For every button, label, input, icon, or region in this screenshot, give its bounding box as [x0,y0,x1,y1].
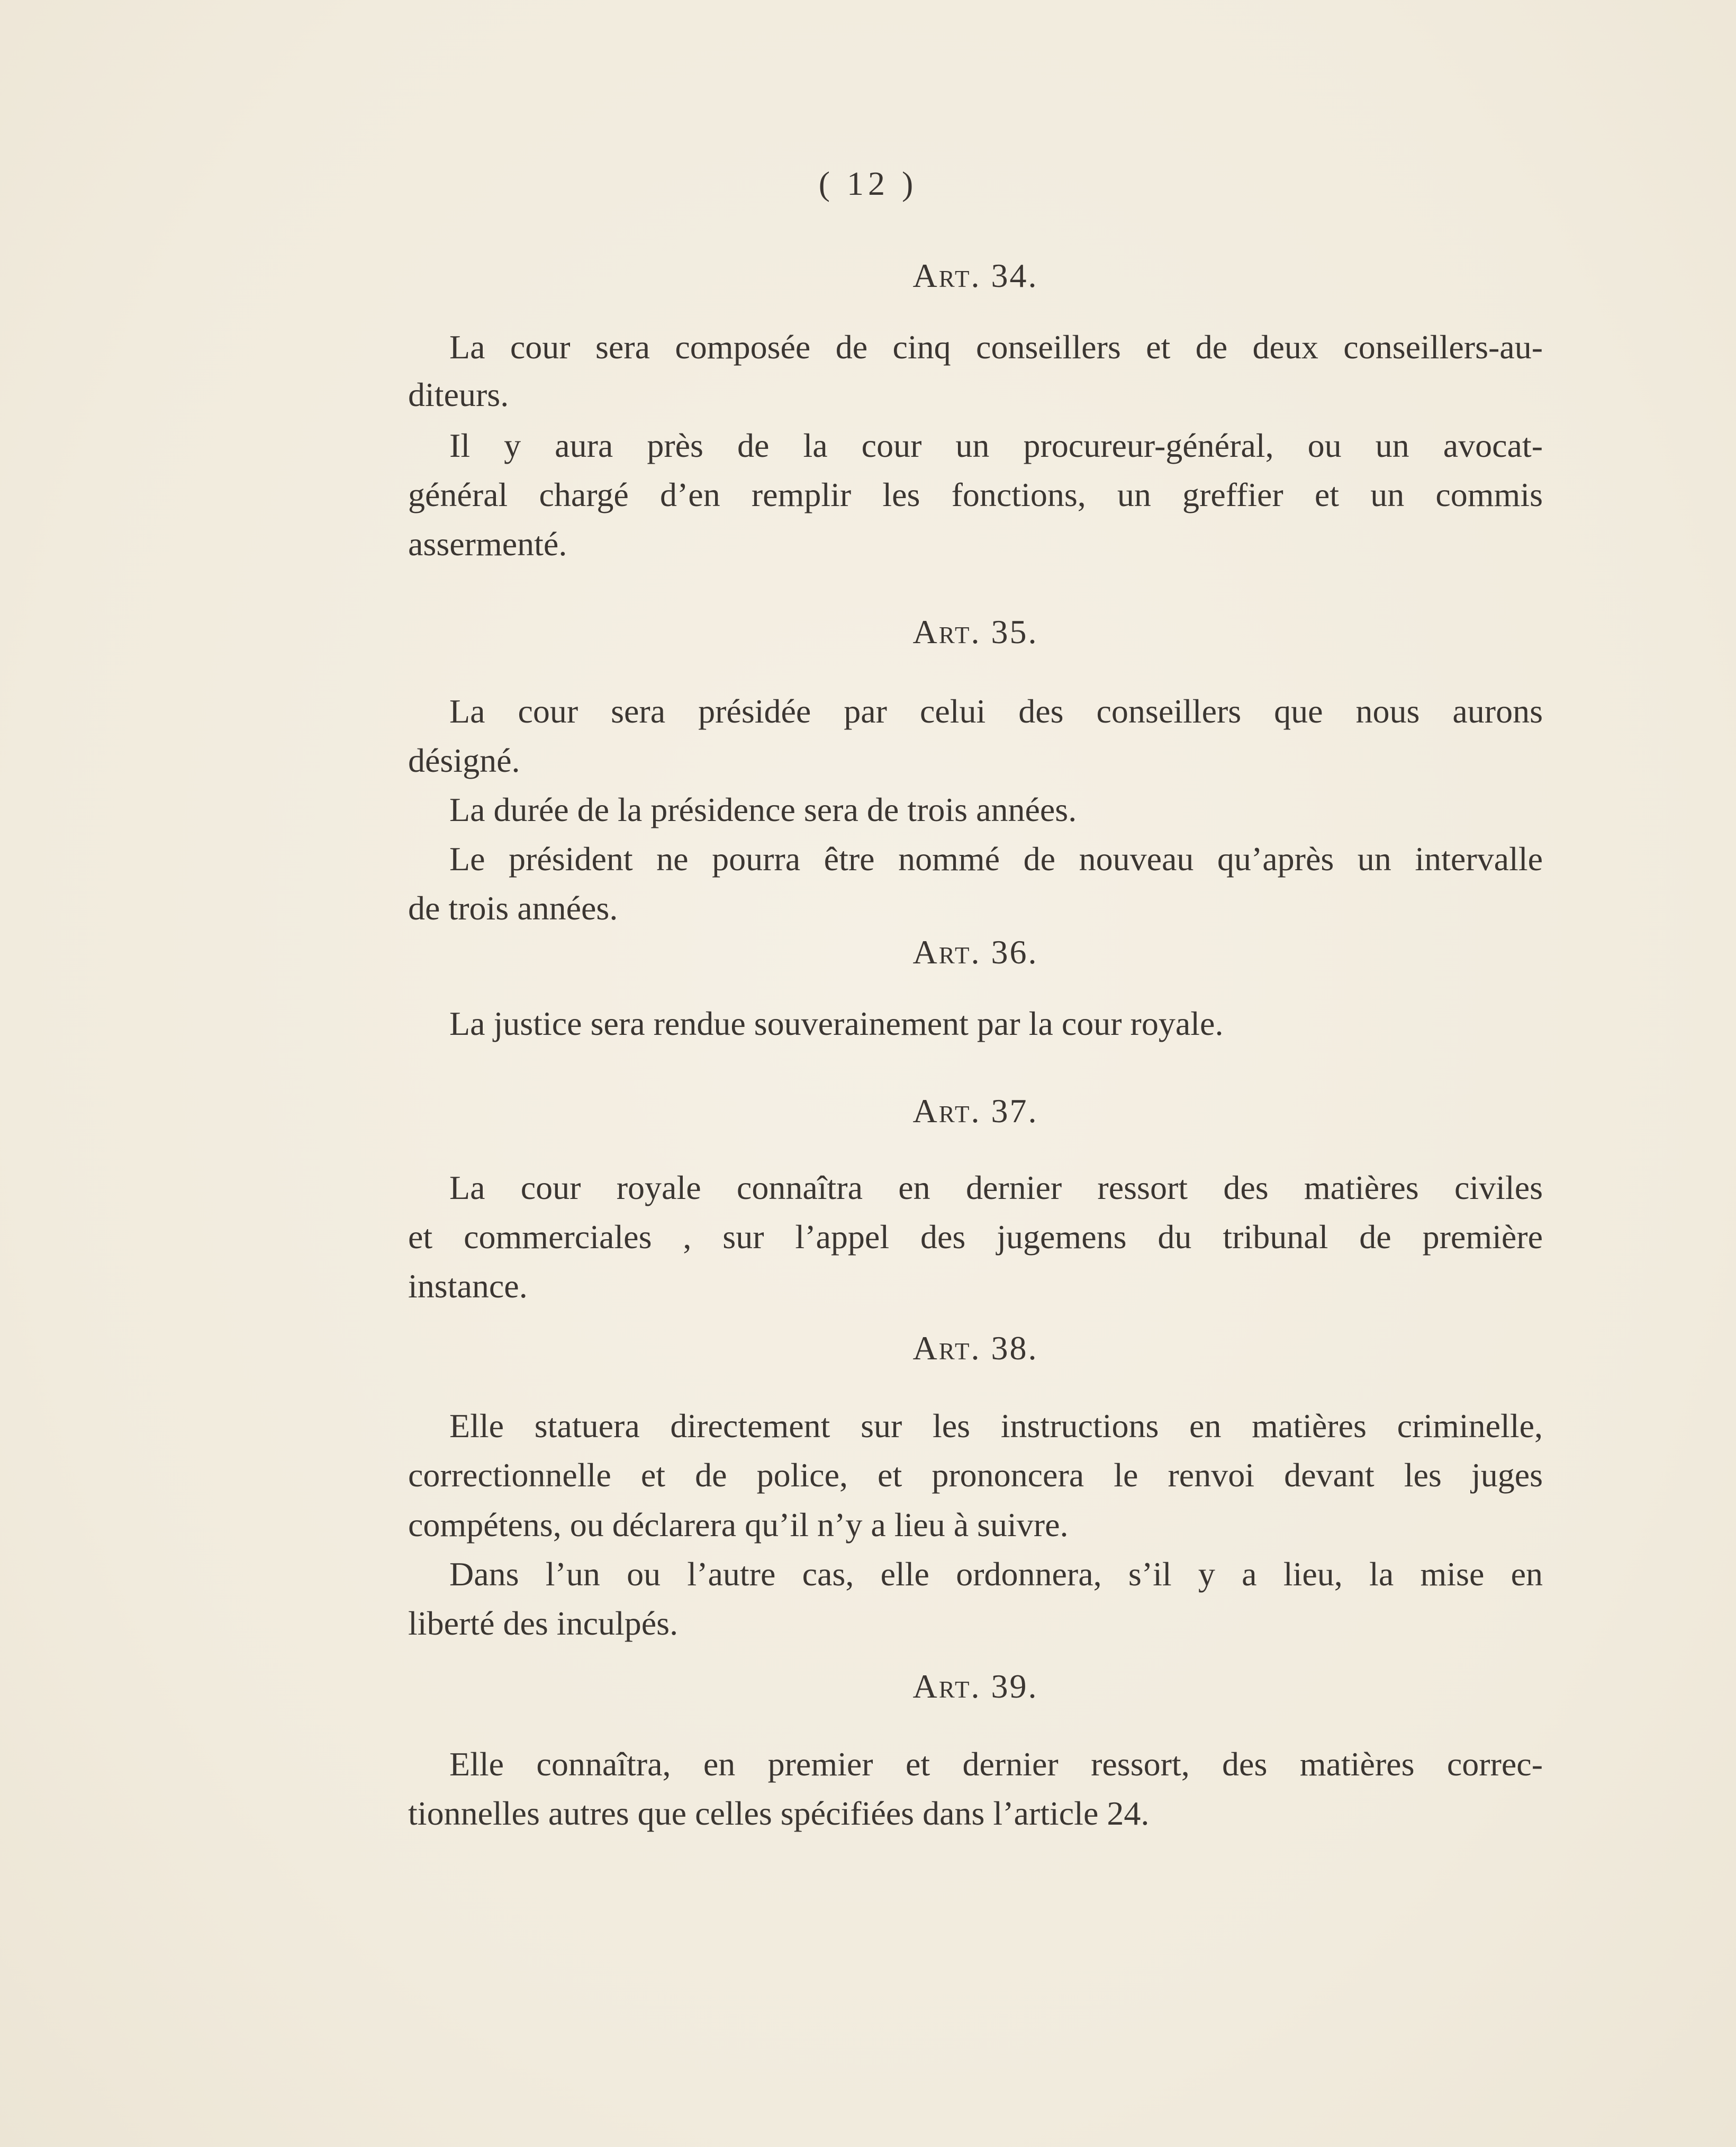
text-line: La cour sera composée de cinq conseillers et de deux conseillers-au- [449,328,1543,366]
text-line: La cour sera présidée par celui des conseillers que nous aurons [449,692,1543,730]
text-line: La justice sera rendue souverainement par la cour royale. [449,1004,1224,1042]
article-heading: Art. 34. [912,257,1038,295]
text-line: diteurs. [408,376,509,414]
text-line: Elle statuera directement sur les instructions en matières criminelle, [449,1407,1543,1445]
text-line: Le président ne pourra être nommé de nouveau qu’après un intervalle [449,840,1543,878]
text-line: assermenté. [408,525,567,563]
text-line: liberté des inculpés. [408,1604,679,1642]
text-line: correctionnelle et de police, et prononcera le renvoi devant les juges [408,1456,1543,1494]
text-line: Il y aura près de la cour un procureur-général, ou un avocat- [449,426,1543,464]
text-line: instance. [408,1267,528,1305]
text-line: Dans l’un ou l’autre cas, elle ordonnera, s’il y a lieu, la mise en [449,1555,1543,1593]
text-line: général chargé d’en remplir les fonctions, un greffier et un commis [408,476,1543,514]
text-line: de trois années. [408,889,618,927]
text-line: compétens, ou déclarera qu’il n’y a lieu à suivre. [408,1505,1069,1544]
article-heading: Art. 36. [912,933,1038,971]
article-heading: Art. 35. [912,612,1038,651]
text-line: tionnelles autres que celles spécifiées dans l’article 24. [408,1794,1150,1833]
text-line: désigné. [408,741,520,779]
text-line: La cour royale connaîtra en dernier ressort des matières civiles [449,1169,1543,1207]
page-number: ( 12 ) [818,165,918,202]
text-line: et commerciales , sur l’appel des jugemens du tribunal de première [408,1218,1543,1256]
article-heading: Art. 39. [912,1667,1038,1705]
article-heading: Art. 38. [912,1329,1038,1367]
article-heading: Art. 37. [912,1092,1038,1130]
text-line: Elle connaîtra, en premier et dernier ressort, des matières correc- [449,1745,1543,1783]
text-line: La durée de la présidence sera de trois années. [449,791,1077,829]
